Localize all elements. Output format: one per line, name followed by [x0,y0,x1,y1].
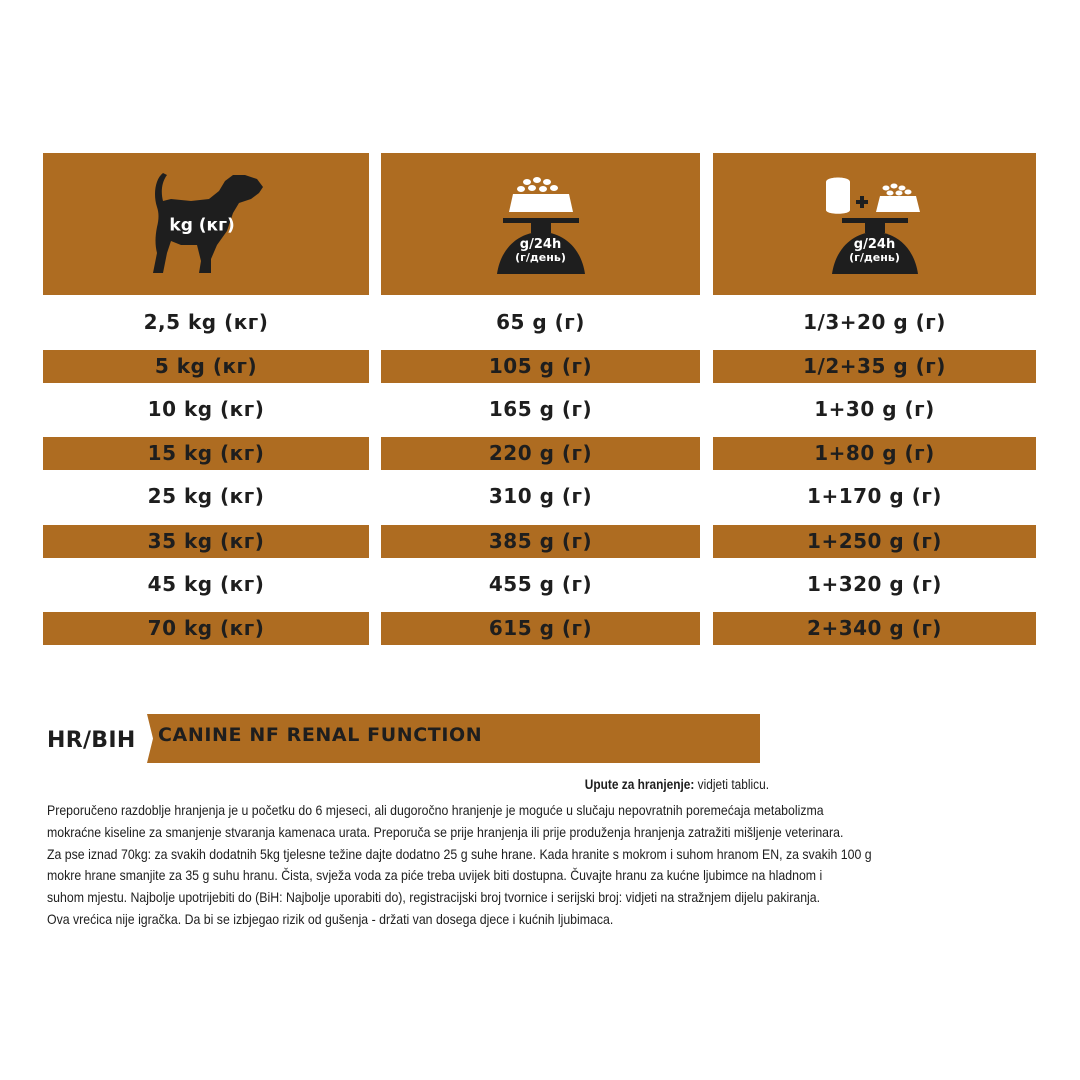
table-cell-wet-dry: 1+30 g (г) [814,397,935,421]
wet-dry-unit-line2: (г/день) [849,251,900,264]
table-cell-dry: 615 g (г) [381,612,700,645]
table-cell-dry: 105 g (г) [381,350,700,383]
table-cell-dry: 385 g (г) [381,525,700,558]
table-cell-wet-dry: 1+320 g (г) [807,572,942,596]
feeding-instructions-label: Upute za hranjenje: [584,777,695,792]
feeding-instructions-heading [134,777,769,792]
table-cell-dry: 65 g (г) [496,310,585,334]
description-line: Preporučeno razdoblje hranjenja je u početku do 6 mjeseci, ali dugoročno hranjenje je moguće u slučaju nepovratnih poremećaja metabolizma [47,802,824,818]
table-cell-weight: 70 kg (кг) [43,612,369,645]
table-cell-dry: 455 g (г) [488,572,593,596]
language-code: HR/BIH [47,728,136,753]
can-plus-dry-food-on-scale-icon [713,153,1036,295]
dry-unit-line1: g/24h [519,237,562,252]
table-cell-weight: 15 kg (кг) [43,437,369,470]
description-line: Ova vrećica nije igračka. Da bi se izbjegao rizik od gušenja - držati van dosega djece i kućnih ljubimaca. [47,910,614,927]
dry-food-bowl-on-scale-icon [381,153,700,295]
product-title: CANINE NF RENAL FUNCTION [158,724,483,746]
description-line: mokraćne kiseline za smanjenje stvaranja kamenaca urata. Preporuča se prije hranjenja ili prije produženja hranjenja zatražiti mišljenje veterinara. [47,823,844,840]
table-cell-dry: 165 g (г) [488,397,593,421]
description-line: Za pse iznad 70kg: za svakih dodatnih 5kg tjelesne težine dajte dodatno 25 g suhe hrane. Kada hranite s mokrom i suhom hranom EN, za svakih 100 g [47,845,872,862]
dog-silhouette-icon [43,153,369,295]
table-cell-wet-dry: 1+250 g (г) [713,525,1036,558]
table-cell-dry: 220 g (г) [381,437,700,470]
dry-unit-line2: (г/день) [515,251,566,264]
table-cell-weight: 5 kg (кг) [43,350,369,383]
table-cell-weight: 10 kg (кг) [147,397,265,421]
table-cell-wet-dry: 2+340 g (г) [713,612,1036,645]
table-cell-weight: 45 kg (кг) [147,572,265,596]
table-cell-weight: 35 kg (кг) [43,525,369,558]
description-line: suhom mjestu. Najbolje upotrijebiti do (BiH: Najbolje uporabiti do), registracijski broj tvornice i serijski broj: vidjeti na stražnjem dijelu pakiranja. [47,889,821,906]
weight-unit-label: kg (кг) [169,215,235,236]
table-cell-weight: 2,5 kg (кг) [143,310,269,334]
feeding-instructions-value: vidjeti tablicu. [694,777,769,792]
header-wet-dry-column [713,153,1036,295]
table-cell-wet-dry: 1/2+35 g (г) [713,350,1036,383]
header-weight-column [43,153,369,295]
wet-dry-unit-line1: g/24h [853,237,896,252]
header-dry-food-column [381,153,700,295]
product-description [47,800,872,931]
table-cell-wet-dry: 1/3+20 g (г) [803,310,946,334]
table-cell-wet-dry: 1+170 g (г) [807,484,942,508]
table-cell-weight: 25 kg (кг) [147,484,265,508]
description-line: mokre hrane smanjite za 35 g suhu hranu. Čista, svježa voda za piće treba uvijek biti dostupna. Čuvajte hranu za kućne ljubimce na hladnom i [47,867,823,884]
table-cell-wet-dry: 1+80 g (г) [713,437,1036,470]
table-cell-dry: 310 g (г) [488,484,593,508]
